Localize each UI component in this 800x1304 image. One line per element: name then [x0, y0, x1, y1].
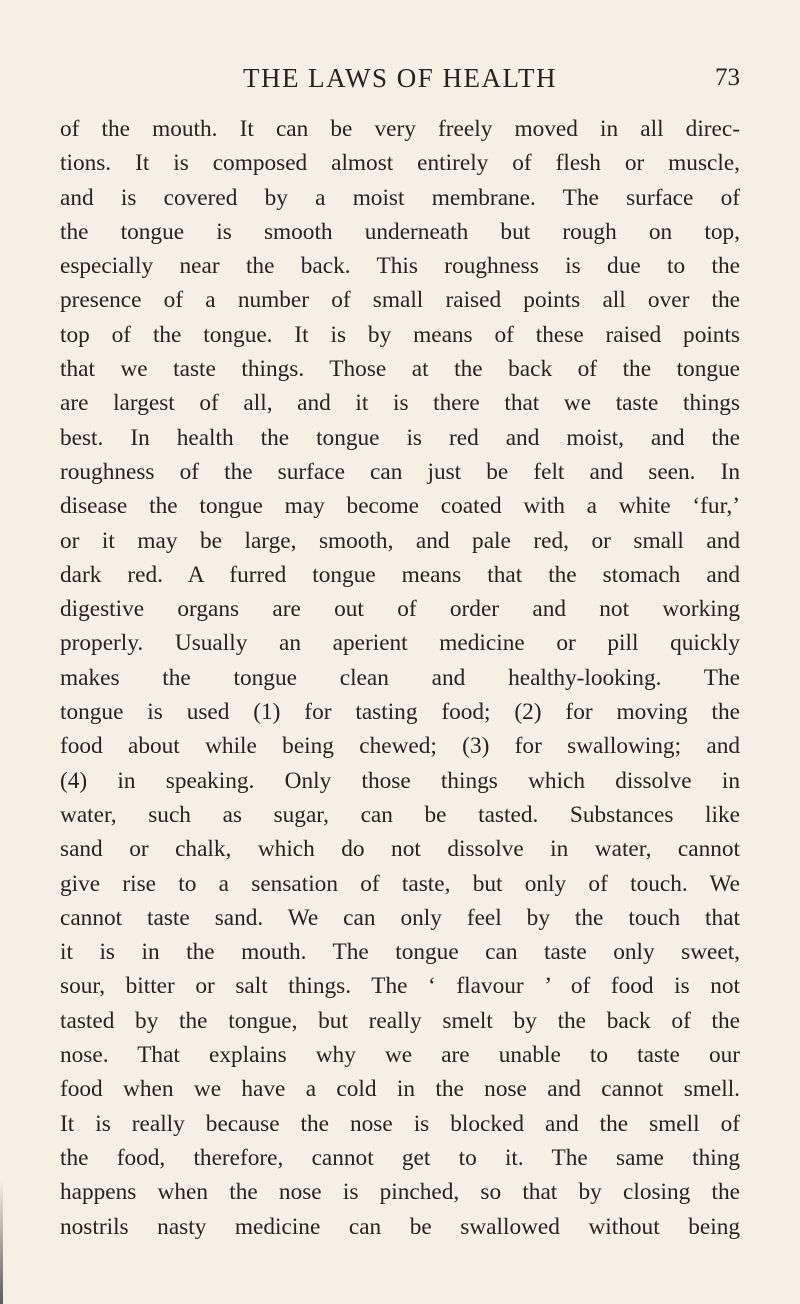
text-line: the tongue is smooth underneath but rough on top, [60, 218, 740, 245]
text-line: or it may be large, smooth, and pale red, or small and [60, 527, 740, 554]
page-edge-shadow [0, 1180, 3, 1304]
text-line: sand or chalk, which do not dissolve in water, cannot [60, 836, 740, 863]
text-line: disease the tongue may become coated with a white ‘fur,’ [60, 493, 740, 520]
text-line: that we taste things. Those at the back of the tongue [60, 356, 740, 383]
text-line: give rise to a sensation of taste, but only of touch. We [60, 870, 740, 897]
text-line: food about while being chewed; (3) for swallowing; and [60, 733, 740, 760]
text-line: dark red. A furred tongue means that the stomach and [60, 561, 740, 588]
body-text [60, 112, 740, 1244]
text-line: cannot taste sand. We can only feel by the touch that [60, 904, 740, 931]
text-line: tasted by the tongue, but really smelt by the back of the [60, 1007, 740, 1034]
running-head: THE LAWS OF HEALTH [242, 63, 558, 93]
text-line: best. In health the tongue is red and moist, and the [60, 424, 740, 451]
text-line: digestive organs are out of order and not working [60, 596, 740, 623]
page-number: 73 [715, 64, 740, 91]
text-line: nostrils nasty medicine can be swallowed without being [60, 1213, 740, 1240]
text-line: water, such as sugar, can be tasted. Substances like [60, 801, 740, 828]
text-line: especially near the back. This roughness is due to the [60, 253, 740, 280]
text-line: are largest of all, and it is there that we taste things [60, 390, 740, 417]
text-line: sour, bitter or salt things. The ‘ flavour ’ of food is not [60, 973, 740, 1000]
text-line: It is really because the nose is blocked and the smell of [60, 1110, 740, 1137]
page-header [60, 60, 740, 96]
text-line: properly. Usually an aperient medicine or pill quickly [60, 630, 740, 657]
text-line: it is in the mouth. The tongue can taste only sweet, [60, 939, 740, 966]
text-line: presence of a number of small raised points all over the [60, 287, 740, 314]
text-line: (4) in speaking. Only those things which dissolve in [60, 767, 740, 794]
text-line: and is covered by a moist membrane. The surface of [60, 184, 740, 211]
text-line: nose. That explains why we are unable to taste our [60, 1042, 740, 1069]
text-line: top of the tongue. It is by means of these raised points [60, 321, 740, 348]
text-line: tions. It is composed almost entirely of flesh or muscle, [60, 150, 740, 177]
text-line: roughness of the surface can just be felt and seen. In [60, 458, 740, 485]
text-line: of the mouth. It can be very freely moved in all direc- [60, 116, 740, 142]
text-line: food when we have a cold in the nose and cannot smell. [60, 1076, 740, 1103]
text-line: tongue is used (1) for tasting food; (2) for moving the [60, 699, 740, 726]
text-line: happens when the nose is pinched, so that by closing the [60, 1179, 740, 1206]
text-line: the food, therefore, cannot get to it. The same thing [60, 1144, 740, 1171]
text-line: makes the tongue clean and healthy-looking. The [60, 664, 740, 691]
